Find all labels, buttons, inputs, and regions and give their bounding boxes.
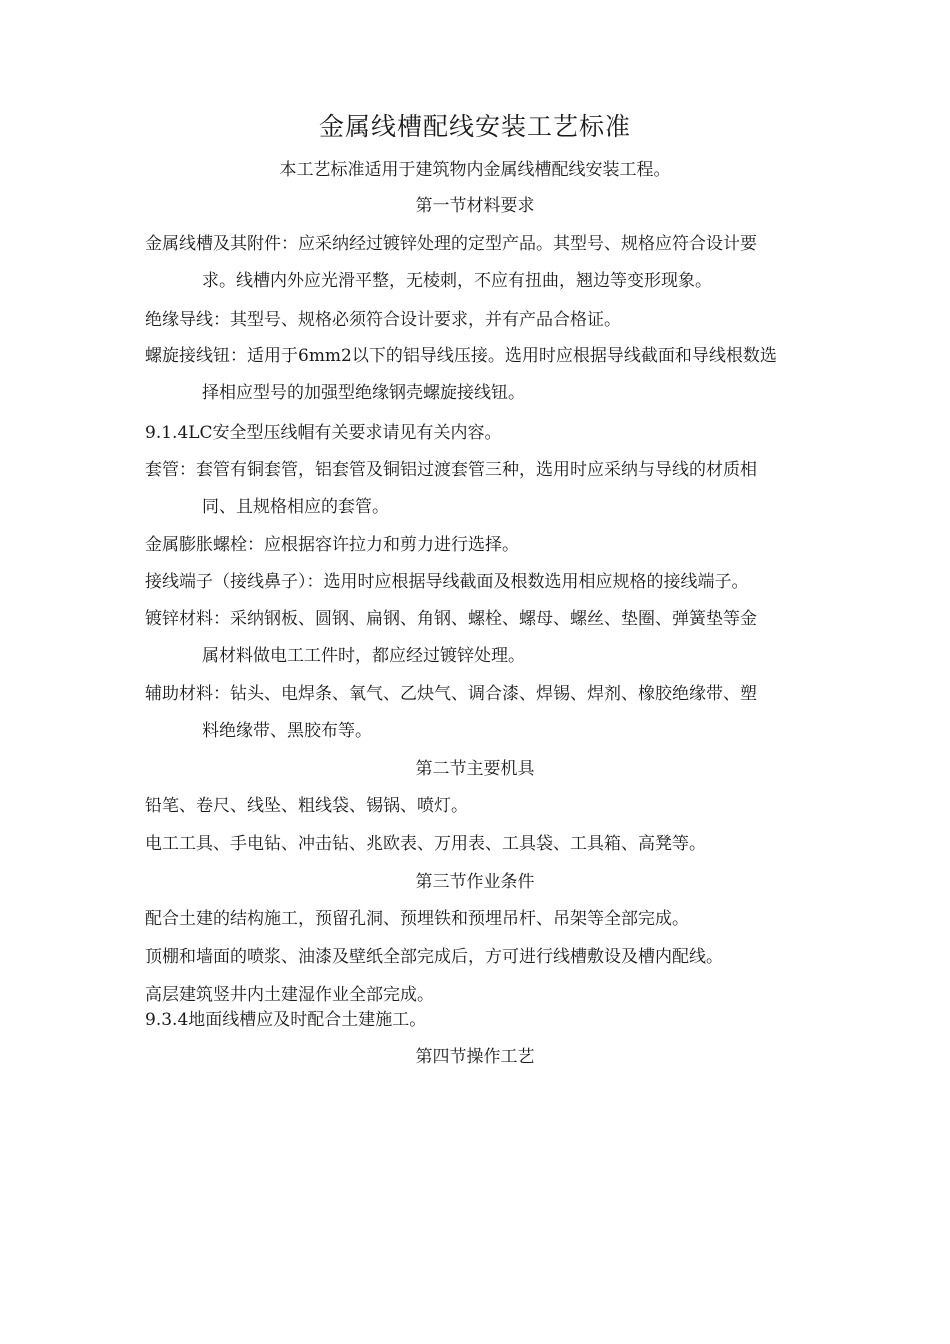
paragraph	[145, 791, 815, 821]
paragraph-line: 电工工具、手电钻、冲击钻、兆欧表、万用表、工具袋、工具箱、高凳等。	[145, 834, 706, 854]
paragraph-continuation: 属材料做电工工件时，都应经过镀锌处理。	[202, 646, 525, 666]
paragraph-line: 螺旋接线钮：适用于6mm2以下的铝导线压接。选用时应根据导线截面和导线根数选	[145, 346, 777, 366]
paragraph-line: 高层建筑竖井内土建湿作业全部完成。	[145, 985, 434, 1005]
paragraph	[145, 226, 815, 300]
paragraph-line: 9.3.4地面线槽应及时配合土建施工。	[145, 1010, 427, 1030]
paragraph-line: 套管：套管有铜套管，铝套管及铜铝过渡套管三种，选用时应采纳与导线的材质相	[145, 460, 757, 480]
paragraph-line: 绝缘导线：其型号、规格必须符合设计要求，并有产品合格证。	[145, 310, 621, 330]
paragraph-line: 镀锌材料：采纳钢板、圆钢、扁钢、角钢、螺栓、螺母、螺丝、垫圈、弹簧垫等金	[145, 609, 757, 629]
section-heading-materials: 第一节材料要求	[415, 196, 535, 216]
paragraph-line: 配合土建的结构施工，预留孔洞、预埋铁和预埋吊杆、吊架等全部完成。	[145, 909, 689, 929]
paragraph	[145, 942, 815, 972]
paragraph-continuation: 同、且规格相应的套管。	[202, 497, 389, 517]
paragraph	[145, 305, 815, 335]
paragraph-line: 辅助材料：钻头、电焊条、氧气、乙炔气、调合漆、焊锡、焊剂、橡胶绝缘带、塑	[145, 684, 757, 704]
paragraph-continuation: 择相应型号的加强型绝缘钢壳螺旋接线钮。	[202, 383, 525, 403]
paragraph	[145, 1005, 815, 1035]
paragraph	[145, 676, 815, 750]
paragraph-line: 顶棚和墙面的喷浆、油漆及壁纸全部完成后，方可进行线槽敷设及槽内配线。	[145, 947, 723, 967]
paragraph-line: 铅笔、卷尺、线坠、粗线袋、锡锅、喷灯。	[145, 796, 468, 816]
paragraph-line: 接线端子（接线鼻子）：选用时应根据导线截面及根数选用相应规格的接线端子。	[145, 572, 749, 592]
section-heading-conditions: 第三节作业条件	[415, 872, 535, 892]
paragraph	[145, 904, 815, 934]
paragraph	[145, 418, 815, 448]
paragraph	[145, 601, 815, 675]
section-heading-tools: 第二节主要机具	[415, 759, 535, 779]
paragraph-continuation: 料绝缘带、黑胶布等。	[202, 721, 372, 741]
paragraph-line: 金属膨胀螺栓：应根据容许拉力和剪力进行选择。	[145, 535, 519, 555]
paragraph-continuation: 求。线槽内外应光滑平整，无棱刺，不应有扭曲，翘边等变形现象。	[202, 271, 712, 291]
paragraph	[145, 452, 815, 526]
paragraph	[145, 338, 815, 412]
paragraph	[145, 567, 815, 597]
section-heading-operations: 第四节操作工艺	[415, 1047, 535, 1067]
paragraph-line: 金属线槽及其附件：应采纳经过镀锌处理的定型产品。其型号、规格应符合设计要	[145, 234, 757, 254]
intro-text: 本工艺标准适用于建筑物内金属线槽配线安装工程。	[279, 160, 671, 180]
paragraph	[145, 530, 815, 560]
paragraph	[145, 829, 815, 859]
paragraph-line: 9.1.4LC安全型压线帽有关要求请见有关内容。	[145, 423, 502, 443]
document-title: 金属线槽配线安装工艺标准	[318, 112, 631, 141]
